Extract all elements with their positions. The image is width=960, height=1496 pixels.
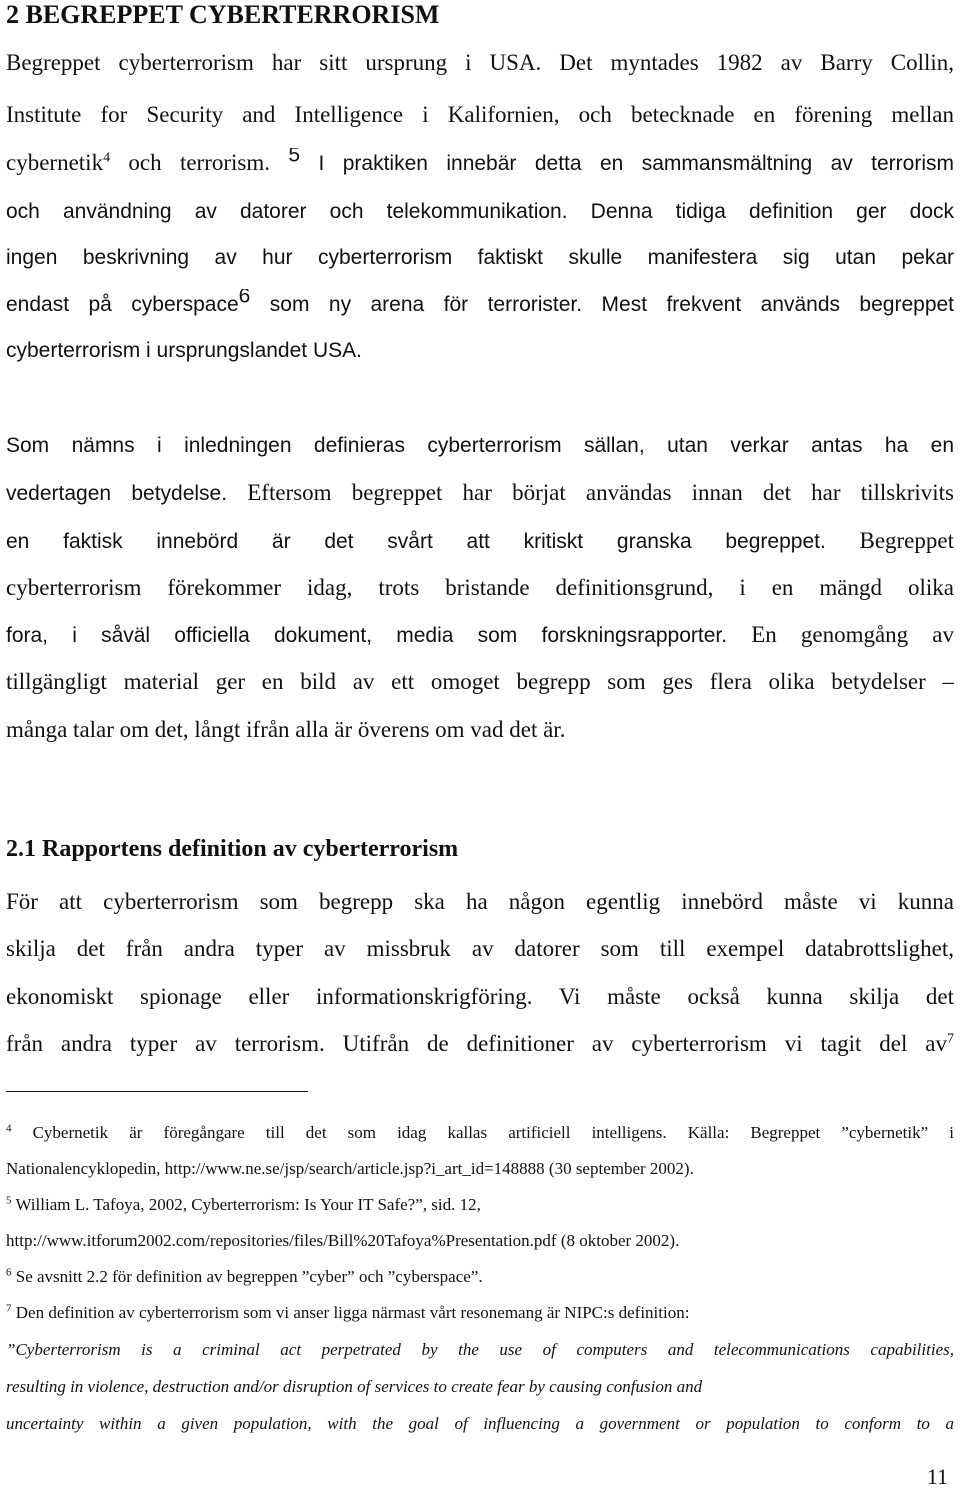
footnote-ref-4: 4: [103, 150, 111, 166]
p2-line-3: [6, 526, 954, 557]
footnote-number: 5: [6, 1194, 12, 1207]
text-run: Mest frekvent används begreppet: [582, 293, 954, 316]
text-run: och användning av datorer och telekommunikation.: [6, 200, 568, 223]
p2-line-2: [6, 478, 954, 509]
footnote-7-quote-line-3: uncertainty within a given population, with the goal of influencing a government or population to conform to a: [6, 1414, 954, 1433]
p1-line-3: [6, 148, 954, 179]
footnote-7-quote-line-2: resulting in violence, destruction and/or disruption of services to create fear by causing confusion and: [6, 1377, 703, 1396]
text-run: Cybernetik är föregångare till det som idag kallas artificiell intelligens. Källa: Begreppet ”cybernetik” i: [11, 1123, 954, 1142]
p1-line-1: Begreppet cyberterrorism har sitt ursprung i USA. Det myntades 1982 av Barry Collin,: [6, 50, 954, 75]
p2-line-5: [6, 620, 954, 651]
text-run: ekonomiskt spionage eller informationskrigföring.: [6, 984, 533, 1009]
text-run: En genomgång av: [727, 622, 954, 647]
footnote-ref-5: 5: [288, 148, 301, 167]
text-run: Utifrån de definitioner av cyberterrorism vi tagit del av: [324, 1031, 947, 1056]
footnote-7-quote-line-1: ”Cyberterrorism is a criminal act perpetrated by the use of computers and telecommunications capabilities,: [6, 1340, 954, 1359]
text-run: från andra typer av terrorism.: [6, 1031, 325, 1056]
footnote-6-line-1: [6, 1266, 954, 1288]
footnote-5-line-2: http://www.itforum2002.com/repositories/files/Bill%20Tafoya%Presentation.pdf (8 oktober 2002).: [6, 1231, 680, 1250]
p2-line-4: cyberterrorism förekommer idag, trots bristande definitionsgrund, i en mängd olika: [6, 575, 954, 600]
page-number: 11: [926, 1464, 948, 1489]
text-run: I praktiken innebär detta en sammansmältning av terrorism: [300, 152, 954, 175]
p3-line-1: För att cyberterrorism som begrepp ska ha någon egentlig innebörd måste vi kunna: [6, 889, 954, 914]
footnote-number: 6: [6, 1266, 12, 1279]
text-run: vedertagen betydelse.: [6, 482, 228, 505]
p3-line-4: [6, 1029, 954, 1059]
text-run: cybernetik: [6, 150, 104, 175]
footnote-separator: [6, 1091, 308, 1092]
text-run: som ny arena för terrorister.: [250, 293, 583, 316]
text-run: Den definition av cyberterrorism som vi anser ligga närmast vårt resonemang är NIPC:s definition:: [11, 1303, 690, 1322]
text-run: Begreppet: [825, 528, 954, 553]
text-run: fora, i såväl officiella dokument, media som forskningsrapporter.: [6, 624, 728, 647]
p1-line-4: [6, 196, 954, 227]
text-run: en faktisk innebörd är det svårt att kritiskt granska begreppet.: [6, 530, 826, 553]
p3-line-2: skilja det från andra typer av missbruk av datorer som till exempel databrottslighet,: [6, 936, 954, 961]
footnote-number: 4: [6, 1122, 12, 1135]
p3-line-3: [6, 982, 954, 1012]
p1-line-6: [6, 289, 954, 320]
footnote-ref-6: 6: [238, 289, 251, 308]
footnote-4-line-1: [6, 1122, 954, 1144]
text-run: Denna tidiga definition ger dock: [567, 200, 954, 223]
text-run: Vi måste också kunna skilja det: [532, 984, 954, 1009]
footnote-number: 7: [6, 1302, 12, 1315]
section-heading: 2 BEGREPPET CYBERTERRORISM: [6, 0, 440, 29]
footnote-7-line-1: [6, 1302, 954, 1324]
text-run: och terrorism.: [110, 150, 289, 175]
p2-line-1: Som nämns i inledningen definieras cyberterrorism sällan, utan verkar antas ha en: [6, 434, 954, 457]
p1-line-7: cyberterrorism i ursprungslandet USA.: [6, 339, 362, 362]
text-run: William L. Tafoya, 2002, Cyberterrorism: Is Your IT Safe?”, sid. 12,: [11, 1195, 481, 1214]
text-run: endast på cyberspace: [6, 293, 239, 316]
p2-line-7: många talar om det, långt ifrån alla är överens om vad det är.: [6, 717, 566, 742]
footnote-4-line-2: Nationalencyklopedin, http://www.ne.se/jsp/search/article.jsp?i_art_id=148888 (30 september 2002).: [6, 1159, 694, 1178]
subsection-heading: 2.1 Rapportens definition av cyberterrorism: [6, 836, 459, 862]
p1-line-5: ingen beskrivning av hur cyberterrorism faktiskt skulle manifestera sig utan pekar: [6, 246, 954, 269]
text-run: Eftersom begreppet har börjat användas innan det har tillskrivits: [227, 480, 954, 505]
footnote-5-line-1: [6, 1194, 954, 1216]
p2-line-6: tillgängligt material ger en bild av ett omoget begrepp som ges flera olika betydelser –: [6, 669, 954, 694]
footnote-ref-7: 7: [947, 1031, 954, 1047]
p1-line-2: Institute for Security and Intelligence i Kalifornien, och betecknade en förening mellan: [6, 102, 954, 127]
text-run: Se avsnitt 2.2 för definition av begreppen ”cyber” och ”cyberspace”.: [11, 1267, 483, 1286]
